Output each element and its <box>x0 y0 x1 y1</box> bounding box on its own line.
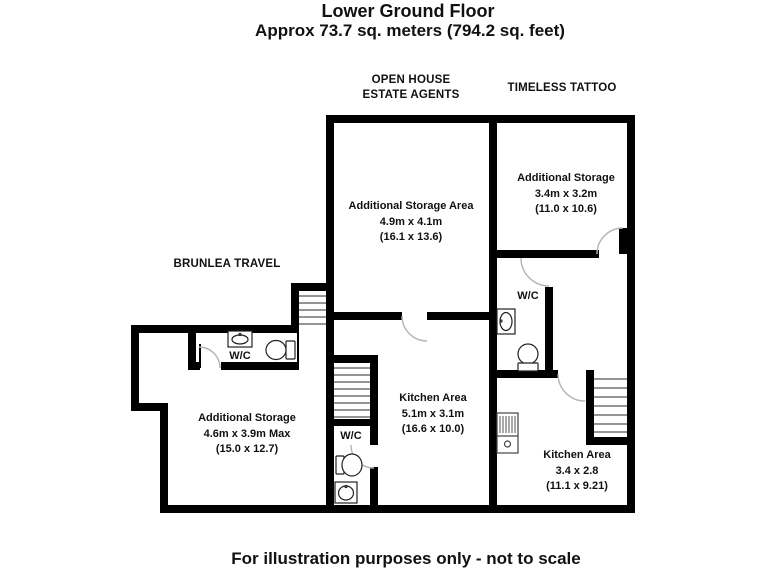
kitchen-sink-unit-icon <box>497 413 518 453</box>
wall-stairs-main-right <box>370 355 378 445</box>
toilet-icon <box>518 344 538 371</box>
toilet-icon <box>336 454 362 476</box>
door-arc-storage-main-kitchen <box>402 316 427 341</box>
wall-top <box>326 115 635 123</box>
door-leaf-storage-tattoo <box>619 228 627 254</box>
stairs-tattoo-steps <box>594 379 627 432</box>
wall-travel-left-lower <box>160 403 168 513</box>
room-label-storage-area-main <box>349 199 474 246</box>
page-subtitle: Approx 73.7 sq. meters (794.2 sq. feet) <box>255 21 565 40</box>
wall-wc-tattoo-right <box>545 287 553 370</box>
page-title: Lower Ground Floor <box>321 1 495 21</box>
room-dims-imperial: (16.1 x 13.6) <box>379 231 443 243</box>
room-label-kitchen-main <box>399 391 466 438</box>
wall-wc-main-right-lower <box>370 467 378 505</box>
sink-icon <box>497 309 515 334</box>
wall-storage-main-bottom-b <box>427 312 489 320</box>
room-label-wc-main: W/C <box>340 430 362 442</box>
room-name: Additional Storage Area <box>348 200 474 212</box>
unit-label-open-house-line1: OPEN HOUSE <box>371 74 451 86</box>
wall-travel-wc-right-thin <box>297 333 299 363</box>
wall-storage-main-bottom-a <box>334 312 402 320</box>
stairs-travel-steps <box>299 296 326 324</box>
unit-label-timeless-tattoo: TIMELESS TATTOO <box>507 82 617 94</box>
footer-disclaimer: For illustration purposes only - not to scale <box>231 549 581 568</box>
unit-label-open-house-line2: ESTATE AGENTS <box>362 89 460 101</box>
unit-label-open-house <box>363 73 460 103</box>
room-dims-imperial: (16.6 x 10.0) <box>401 423 465 435</box>
room-label-storage-tattoo <box>517 171 615 218</box>
room-name: Additional Storage <box>198 412 296 424</box>
door-arc-travel-wc <box>199 347 220 368</box>
unit-label-brunlea-travel: BRUNLEA TRAVEL <box>173 258 281 270</box>
room-name: Additional Storage <box>517 172 615 184</box>
wall-divider-openhouse-tattoo <box>489 123 497 505</box>
room-dims-metric: 5.1m x 3.1m <box>401 407 465 420</box>
door-arc-kitchen-tattoo <box>558 374 585 401</box>
room-label-wc-tattoo: W/C <box>517 290 539 302</box>
stairs-main-steps <box>334 368 370 417</box>
room-dims-metric: 3.4 x 2.8 <box>555 464 599 477</box>
room-name: Kitchen Area <box>399 392 467 404</box>
room-dims-metric: 4.6m x 3.9m Max <box>203 427 291 440</box>
room-name: Kitchen Area <box>543 449 611 461</box>
wall-travel-wc-bottom-a <box>188 362 200 370</box>
wall-storage-tattoo-bottom <box>497 250 599 258</box>
room-label-wc-travel: W/C <box>229 350 251 362</box>
room-dims-imperial: (15.0 x 12.7) <box>215 443 279 455</box>
wall-travel-wc-bottom-b <box>221 362 299 370</box>
wall-right <box>627 115 635 513</box>
room-dims-metric: 3.4m x 3.2m <box>534 187 598 200</box>
room-label-storage-travel <box>198 411 296 458</box>
wall-openhouse-left <box>326 115 334 513</box>
wall-wc-main-top <box>334 419 378 426</box>
room-label-kitchen-tattoo <box>543 448 610 495</box>
wall-bottom <box>160 505 635 513</box>
wall-stairs-tattoo-left <box>586 370 594 443</box>
wall-travel-left-upper <box>131 325 139 411</box>
room-dims-metric: 4.9m x 4.1m <box>379 215 443 228</box>
room-dims-imperial: (11.1 x 9.21) <box>546 480 608 492</box>
wall-travel-top <box>131 325 299 333</box>
toilet-icon <box>266 341 295 360</box>
room-dims-imperial: (11.0 x 10.6) <box>535 203 597 215</box>
sink-icon <box>228 331 252 347</box>
sink-icon <box>335 482 357 503</box>
wall-stairs-tattoo-bottom <box>586 437 627 445</box>
door-arc-wc-tattoo <box>521 258 549 286</box>
